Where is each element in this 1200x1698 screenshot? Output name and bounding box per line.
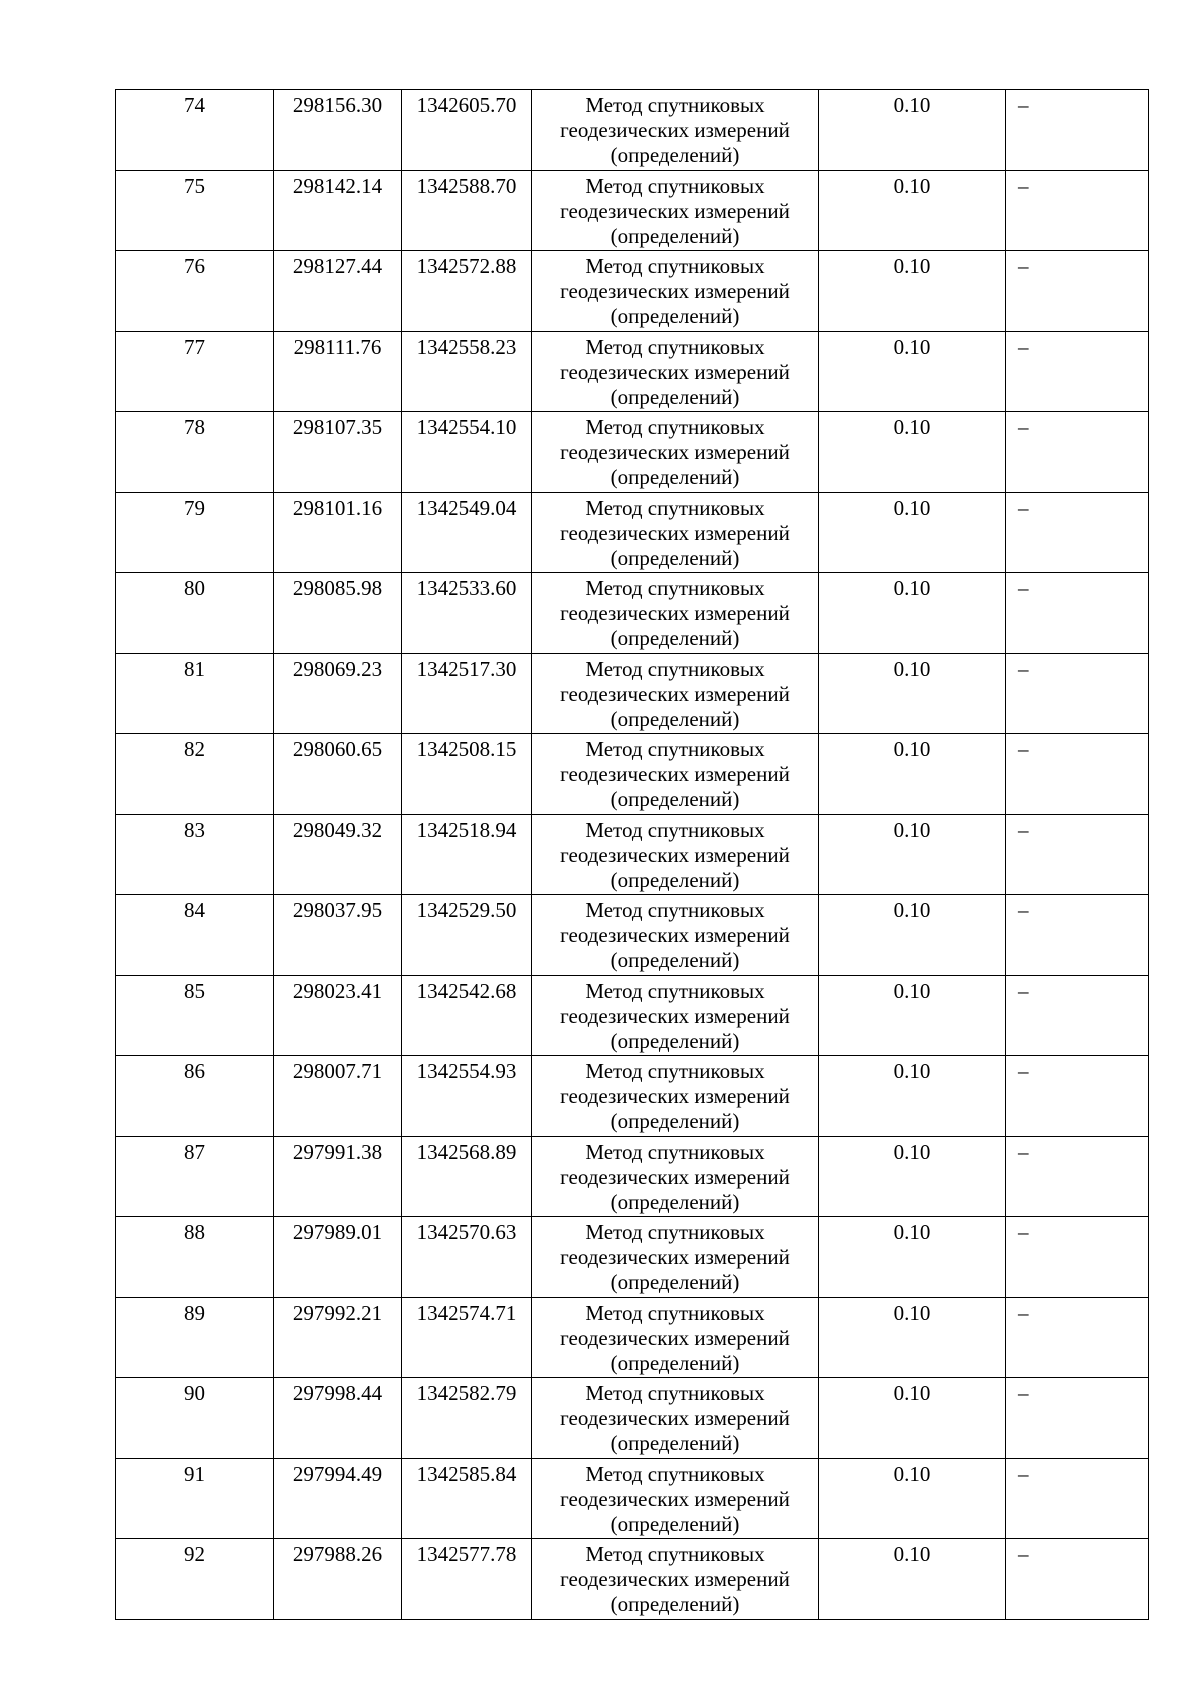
point-number-cell: 85 bbox=[116, 975, 274, 1056]
method-cell bbox=[532, 975, 819, 1056]
note-cell: – bbox=[1006, 1378, 1149, 1459]
y-coordinate-cell: 1342577.78 bbox=[402, 1539, 532, 1620]
note-cell: – bbox=[1006, 653, 1149, 734]
note-cell: – bbox=[1006, 1297, 1149, 1378]
y-coordinate-cell: 1342517.30 bbox=[402, 653, 532, 734]
table-row bbox=[116, 492, 1149, 573]
method-text-line: (определений) bbox=[610, 1028, 740, 1053]
x-coordinate-cell: 297994.49 bbox=[274, 1458, 402, 1539]
method-text-line: Метод спутниковых bbox=[585, 254, 765, 278]
point-number-cell: 75 bbox=[116, 170, 274, 251]
method-text-line: геодезических измерений bbox=[560, 601, 790, 625]
method-text-line: геодезических измерений bbox=[560, 842, 790, 867]
x-coordinate-cell: 298111.76 bbox=[274, 331, 402, 412]
x-coordinate-cell: 297992.21 bbox=[274, 1297, 402, 1378]
method-text-line: геодезических измерений bbox=[560, 118, 790, 142]
x-coordinate-cell: 298107.35 bbox=[274, 412, 402, 493]
point-number-cell: 77 bbox=[116, 331, 274, 412]
method-text-line: геодезических измерений bbox=[560, 279, 790, 303]
point-number-cell: 84 bbox=[116, 895, 274, 976]
note-cell: – bbox=[1006, 331, 1149, 412]
table-row bbox=[116, 251, 1149, 332]
method-cell bbox=[532, 412, 819, 493]
method-text-line: Метод спутниковых bbox=[585, 1139, 765, 1164]
point-number-cell: 74 bbox=[116, 90, 274, 171]
table-row bbox=[116, 1217, 1149, 1298]
point-number-cell: 89 bbox=[116, 1297, 274, 1378]
method-cell bbox=[532, 1217, 819, 1298]
note-cell: – bbox=[1006, 1458, 1149, 1539]
method-text-line: геодезических измерений bbox=[560, 1245, 790, 1269]
method-text-line: (определений) bbox=[610, 1511, 740, 1536]
method-cell bbox=[532, 814, 819, 895]
table-row bbox=[116, 170, 1149, 251]
accuracy-cell: 0.10 bbox=[819, 412, 1006, 493]
y-coordinate-cell: 1342574.71 bbox=[402, 1297, 532, 1378]
note-cell: – bbox=[1006, 492, 1149, 573]
table-row bbox=[116, 1378, 1149, 1459]
table-row bbox=[116, 1056, 1149, 1137]
method-text-line: Метод спутниковых bbox=[585, 1461, 765, 1486]
method-text-line: (определений) bbox=[610, 1350, 740, 1375]
method-text-line: Метод спутниковых bbox=[585, 1300, 765, 1325]
table-row bbox=[116, 1539, 1149, 1620]
y-coordinate-cell: 1342605.70 bbox=[402, 90, 532, 171]
method-text-line: геодезических измерений bbox=[560, 1003, 790, 1028]
method-text-line: Метод спутниковых bbox=[585, 1059, 765, 1083]
note-cell: – bbox=[1006, 734, 1149, 815]
method-text-line: Метод спутниковых bbox=[585, 415, 765, 439]
point-number-cell: 83 bbox=[116, 814, 274, 895]
method-cell bbox=[532, 1056, 819, 1137]
table-row bbox=[116, 814, 1149, 895]
table-row bbox=[116, 1458, 1149, 1539]
accuracy-cell: 0.10 bbox=[819, 573, 1006, 654]
table-body bbox=[116, 90, 1149, 1620]
point-number-cell: 80 bbox=[116, 573, 274, 654]
y-coordinate-cell: 1342572.88 bbox=[402, 251, 532, 332]
method-cell bbox=[532, 1378, 819, 1459]
method-text-line: (определений) bbox=[610, 1431, 740, 1455]
accuracy-cell: 0.10 bbox=[819, 1136, 1006, 1217]
y-coordinate-cell: 1342508.15 bbox=[402, 734, 532, 815]
method-text-line: (определений) bbox=[610, 1189, 740, 1214]
accuracy-cell: 0.10 bbox=[819, 170, 1006, 251]
method-text-line: (определений) bbox=[610, 384, 740, 409]
accuracy-cell: 0.10 bbox=[819, 492, 1006, 573]
y-coordinate-cell: 1342554.93 bbox=[402, 1056, 532, 1137]
method-text-line: геодезических измерений bbox=[560, 1406, 790, 1430]
method-text-line: геодезических измерений bbox=[560, 359, 790, 384]
y-coordinate-cell: 1342533.60 bbox=[402, 573, 532, 654]
note-cell: – bbox=[1006, 412, 1149, 493]
x-coordinate-cell: 298023.41 bbox=[274, 975, 402, 1056]
y-coordinate-cell: 1342542.68 bbox=[402, 975, 532, 1056]
y-coordinate-cell: 1342570.63 bbox=[402, 1217, 532, 1298]
point-number-cell: 90 bbox=[116, 1378, 274, 1459]
method-text-line: геодезических измерений bbox=[560, 762, 790, 786]
method-text-line: (определений) bbox=[610, 1270, 740, 1294]
method-text-line: (определений) bbox=[610, 1592, 740, 1616]
method-text-line: (определений) bbox=[610, 545, 740, 570]
method-cell bbox=[532, 1136, 819, 1217]
note-cell: – bbox=[1006, 895, 1149, 976]
method-cell bbox=[532, 492, 819, 573]
method-cell bbox=[532, 653, 819, 734]
table-row bbox=[116, 331, 1149, 412]
accuracy-cell: 0.10 bbox=[819, 734, 1006, 815]
accuracy-cell: 0.10 bbox=[819, 1056, 1006, 1137]
method-text-line: (определений) bbox=[610, 867, 740, 892]
method-text-line: геодезических измерений bbox=[560, 1486, 790, 1511]
accuracy-cell: 0.10 bbox=[819, 1458, 1006, 1539]
method-cell bbox=[532, 170, 819, 251]
x-coordinate-cell: 298142.14 bbox=[274, 170, 402, 251]
method-text-line: геодезических измерений bbox=[560, 1567, 790, 1591]
method-text-line: Метод спутниковых bbox=[585, 978, 765, 1003]
table-row bbox=[116, 653, 1149, 734]
method-text-line: Метод спутниковых bbox=[585, 173, 765, 198]
method-text-line: (определений) bbox=[610, 223, 740, 248]
accuracy-cell: 0.10 bbox=[819, 975, 1006, 1056]
note-cell: – bbox=[1006, 814, 1149, 895]
method-text-line: геодезических измерений bbox=[560, 198, 790, 223]
accuracy-cell: 0.10 bbox=[819, 895, 1006, 976]
method-cell bbox=[532, 1297, 819, 1378]
note-cell: – bbox=[1006, 170, 1149, 251]
accuracy-cell: 0.10 bbox=[819, 1217, 1006, 1298]
method-text-line: Метод спутниковых bbox=[585, 334, 765, 359]
accuracy-cell: 0.10 bbox=[819, 653, 1006, 734]
method-text-line: Метод спутниковых bbox=[585, 576, 765, 600]
method-text-line: Метод спутниковых bbox=[585, 1542, 765, 1566]
method-cell bbox=[532, 331, 819, 412]
x-coordinate-cell: 297988.26 bbox=[274, 1539, 402, 1620]
method-cell bbox=[532, 1539, 819, 1620]
x-coordinate-cell: 298037.95 bbox=[274, 895, 402, 976]
x-coordinate-cell: 298049.32 bbox=[274, 814, 402, 895]
x-coordinate-cell: 297991.38 bbox=[274, 1136, 402, 1217]
method-cell bbox=[532, 1458, 819, 1539]
method-text-line: Метод спутниковых bbox=[585, 898, 765, 922]
accuracy-cell: 0.10 bbox=[819, 814, 1006, 895]
accuracy-cell: 0.10 bbox=[819, 1297, 1006, 1378]
point-number-cell: 78 bbox=[116, 412, 274, 493]
accuracy-cell: 0.10 bbox=[819, 90, 1006, 171]
method-cell bbox=[532, 573, 819, 654]
table-row bbox=[116, 895, 1149, 976]
accuracy-cell: 0.10 bbox=[819, 331, 1006, 412]
method-text-line: Метод спутниковых bbox=[585, 1220, 765, 1244]
y-coordinate-cell: 1342554.10 bbox=[402, 412, 532, 493]
method-cell bbox=[532, 895, 819, 976]
note-cell: – bbox=[1006, 1217, 1149, 1298]
coordinates-table bbox=[115, 89, 1149, 1620]
x-coordinate-cell: 298101.16 bbox=[274, 492, 402, 573]
method-text-line: геодезических измерений bbox=[560, 1164, 790, 1189]
x-coordinate-cell: 298069.23 bbox=[274, 653, 402, 734]
method-text-line: геодезических измерений bbox=[560, 1084, 790, 1108]
method-text-line: (определений) bbox=[610, 626, 740, 650]
table-row bbox=[116, 1297, 1149, 1378]
table-row bbox=[116, 412, 1149, 493]
y-coordinate-cell: 1342582.79 bbox=[402, 1378, 532, 1459]
method-text-line: Метод спутниковых bbox=[585, 817, 765, 842]
y-coordinate-cell: 1342549.04 bbox=[402, 492, 532, 573]
table-row bbox=[116, 90, 1149, 171]
note-cell: – bbox=[1006, 573, 1149, 654]
y-coordinate-cell: 1342588.70 bbox=[402, 170, 532, 251]
method-text-line: Метод спутниковых bbox=[585, 1381, 765, 1405]
note-cell: – bbox=[1006, 251, 1149, 332]
point-number-cell: 92 bbox=[116, 1539, 274, 1620]
point-number-cell: 91 bbox=[116, 1458, 274, 1539]
method-text-line: геодезических измерений bbox=[560, 440, 790, 464]
accuracy-cell: 0.10 bbox=[819, 1378, 1006, 1459]
method-text-line: (определений) bbox=[610, 948, 740, 972]
method-text-line: Метод спутниковых bbox=[585, 656, 765, 681]
y-coordinate-cell: 1342558.23 bbox=[402, 331, 532, 412]
x-coordinate-cell: 297989.01 bbox=[274, 1217, 402, 1298]
method-text-line: (определений) bbox=[610, 1109, 740, 1133]
x-coordinate-cell: 298085.98 bbox=[274, 573, 402, 654]
method-cell bbox=[532, 90, 819, 171]
accuracy-cell: 0.10 bbox=[819, 251, 1006, 332]
y-coordinate-cell: 1342518.94 bbox=[402, 814, 532, 895]
point-number-cell: 87 bbox=[116, 1136, 274, 1217]
method-text-line: Метод спутниковых bbox=[585, 93, 765, 117]
x-coordinate-cell: 297998.44 bbox=[274, 1378, 402, 1459]
x-coordinate-cell: 298007.71 bbox=[274, 1056, 402, 1137]
method-text-line: (определений) bbox=[610, 465, 740, 489]
point-number-cell: 82 bbox=[116, 734, 274, 815]
note-cell: – bbox=[1006, 1136, 1149, 1217]
accuracy-cell: 0.10 bbox=[819, 1539, 1006, 1620]
note-cell: – bbox=[1006, 1539, 1149, 1620]
point-number-cell: 88 bbox=[116, 1217, 274, 1298]
method-text-line: геодезических измерений bbox=[560, 520, 790, 545]
y-coordinate-cell: 1342585.84 bbox=[402, 1458, 532, 1539]
note-cell: – bbox=[1006, 90, 1149, 171]
method-text-line: геодезических измерений bbox=[560, 1325, 790, 1350]
method-text-line: (определений) bbox=[610, 304, 740, 328]
table-row bbox=[116, 975, 1149, 1056]
table-row bbox=[116, 573, 1149, 654]
note-cell: – bbox=[1006, 1056, 1149, 1137]
point-number-cell: 79 bbox=[116, 492, 274, 573]
x-coordinate-cell: 298127.44 bbox=[274, 251, 402, 332]
table-row bbox=[116, 1136, 1149, 1217]
table-row bbox=[116, 734, 1149, 815]
y-coordinate-cell: 1342568.89 bbox=[402, 1136, 532, 1217]
method-text-line: Метод спутниковых bbox=[585, 495, 765, 520]
point-number-cell: 76 bbox=[116, 251, 274, 332]
x-coordinate-cell: 298060.65 bbox=[274, 734, 402, 815]
method-cell bbox=[532, 734, 819, 815]
point-number-cell: 86 bbox=[116, 1056, 274, 1137]
y-coordinate-cell: 1342529.50 bbox=[402, 895, 532, 976]
method-text-line: геодезических измерений bbox=[560, 923, 790, 947]
method-text-line: (определений) bbox=[610, 787, 740, 811]
method-cell bbox=[532, 251, 819, 332]
method-text-line: (определений) bbox=[610, 143, 740, 167]
method-text-line: Метод спутниковых bbox=[585, 737, 765, 761]
note-cell: – bbox=[1006, 975, 1149, 1056]
point-number-cell: 81 bbox=[116, 653, 274, 734]
x-coordinate-cell: 298156.30 bbox=[274, 90, 402, 171]
method-text-line: геодезических измерений bbox=[560, 681, 790, 706]
method-text-line: (определений) bbox=[610, 706, 740, 731]
